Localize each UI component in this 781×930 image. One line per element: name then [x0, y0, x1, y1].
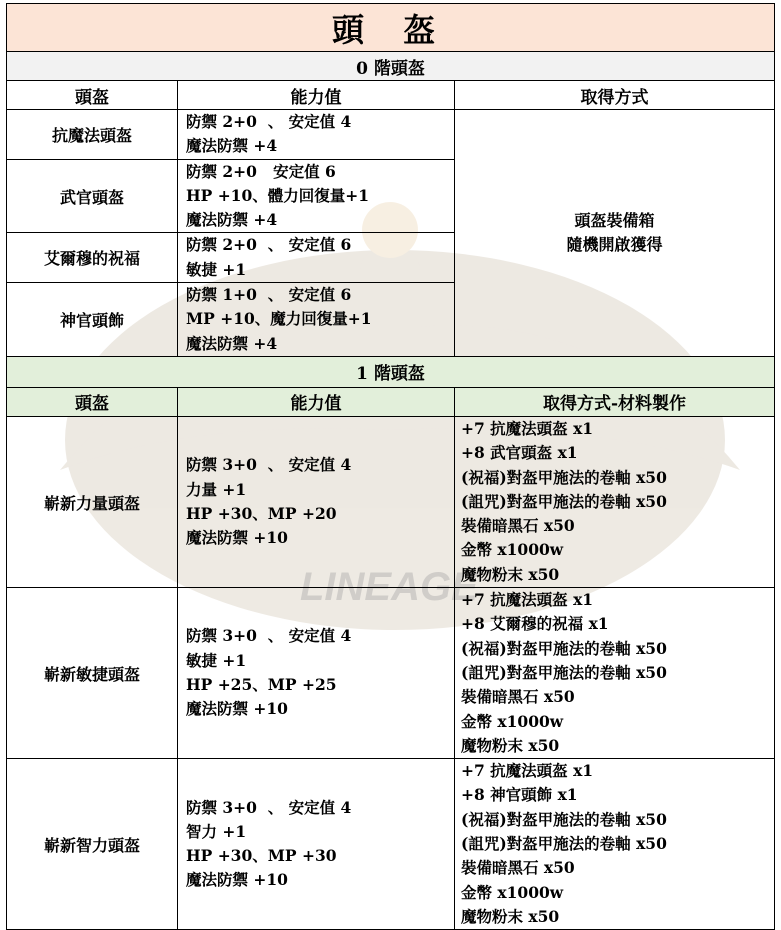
tier0-heading: 0 階頭盔 [7, 52, 775, 81]
helmet-table [6, 3, 775, 930]
tier0-col-stats: 能力值 [178, 81, 455, 110]
helmet-stats: 防禦 3+0 、 安定值 4 敏捷 +1 HP +25、MP +25 魔法防禦 +10 [178, 588, 455, 759]
tier1-heading: 1 階頭盔 [7, 356, 775, 387]
helmet-stats: 防禦 3+0 、 安定值 4 智力 +1 HP +30、MP +30 魔法防禦 +10 [178, 759, 455, 930]
helmet-name: 抗魔法頭盔 [7, 110, 178, 160]
table-row [7, 759, 775, 930]
helmet-name: 武官頭盔 [7, 159, 178, 233]
helmet-stats: 防禦 2+0 、 安定值 4 魔法防禦 +4 [178, 110, 455, 160]
tier0-col-helmet: 頭盔 [7, 81, 178, 110]
tier0-col-obtain: 取得方式 [455, 81, 775, 110]
helmet-materials: +7 抗魔法頭盔 x1 +8 艾爾穆的祝福 x1 (祝福)對盔甲施法的卷軸 x50 (詛咒)對盔甲施法的卷軸 x50 裝備暗黑石 x50 金幣 x1000w 魔物粉末 x50 [455, 588, 775, 759]
table-row [7, 416, 775, 587]
helmet-stats: 防禦 3+0 、 安定值 4 力量 +1 HP +30、MP +20 魔法防禦 +10 [178, 416, 455, 587]
helmet-stats: 防禦 1+0 、 安定值 6 MP +10、魔力回復量+1 魔法防禦 +4 [178, 283, 455, 357]
helmet-name: 艾爾穆的祝福 [7, 233, 178, 283]
helmet-name: 嶄新力量頭盔 [7, 416, 178, 587]
watermark-text: LINEAGE [300, 565, 478, 609]
helmet-stats: 防禦 2+0 安定值 6 HP +10、體力回復量+1 魔法防禦 +4 [178, 159, 455, 233]
helmet-materials: +7 抗魔法頭盔 x1 +8 神官頭飾 x1 (祝福)對盔甲施法的卷軸 x50 (詛咒)對盔甲施法的卷軸 x50 裝備暗黑石 x50 金幣 x1000w 魔物粉末 x50 [455, 759, 775, 930]
table-row [7, 588, 775, 759]
tier1-col-obtain: 取得方式-材料製作 [455, 387, 775, 416]
tier0-obtain-method: 頭盔裝備箱 隨機開啟獲得 [455, 110, 775, 357]
helmet-name: 神官頭飾 [7, 283, 178, 357]
helmet-name: 嶄新敏捷頭盔 [7, 588, 178, 759]
helmet-stats: 防禦 2+0 、 安定值 6 敏捷 +1 [178, 233, 455, 283]
tier1-col-helmet: 頭盔 [7, 387, 178, 416]
tier1-col-stats: 能力值 [178, 387, 455, 416]
helmet-materials: +7 抗魔法頭盔 x1 +8 武官頭盔 x1 (祝福)對盔甲施法的卷軸 x50 (詛咒)對盔甲施法的卷軸 x50 裝備暗黑石 x50 金幣 x1000w 魔物粉末 x50 [455, 416, 775, 587]
helmet-name: 嶄新智力頭盔 [7, 759, 178, 930]
table-row [7, 110, 775, 160]
page-title: 頭 盔 [7, 4, 775, 52]
